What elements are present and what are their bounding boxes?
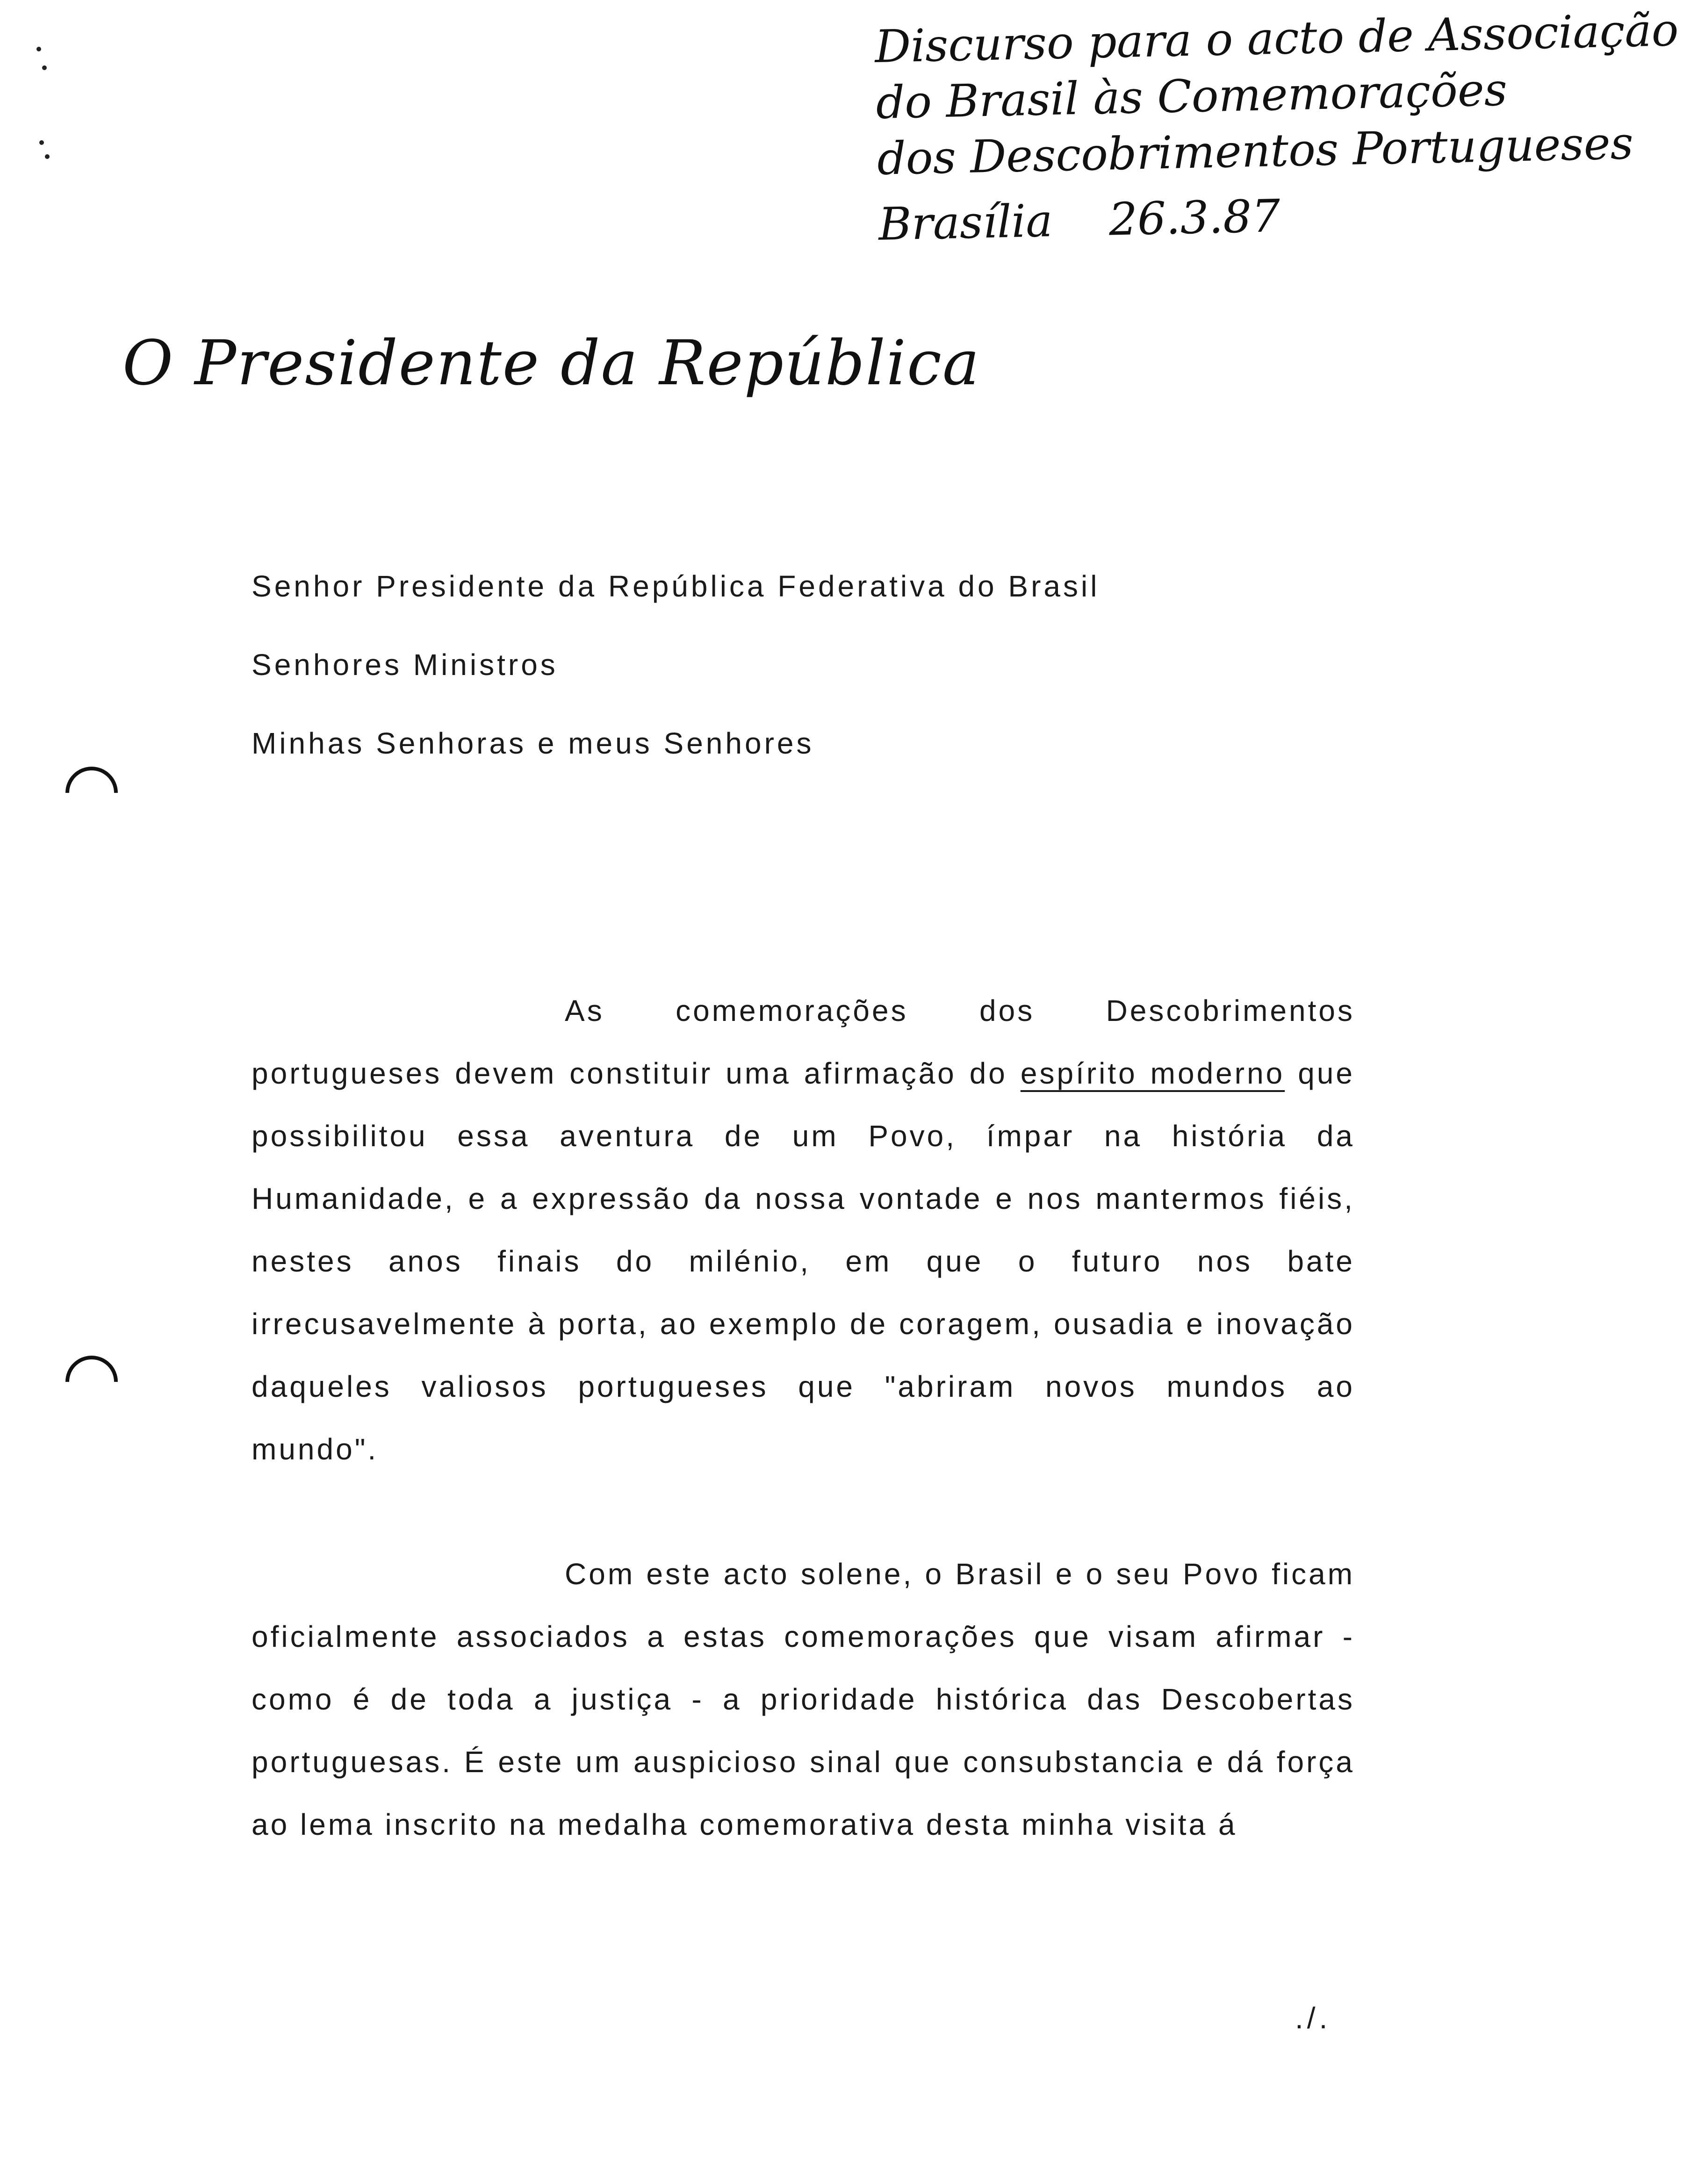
handwritten-line: dos Descobrimentos Portugueses [877, 117, 1634, 185]
continuation-marker: ./. [1295, 2001, 1331, 2035]
paragraph-text-part: As comemorações dos Descobrimentos portugueses devem constituir uma afirmação do [252, 994, 1355, 1090]
handwritten-line: do Brasil às Comemorações [875, 63, 1508, 129]
handwritten-date: 26.3.87 [1108, 189, 1281, 246]
body-paragraph [252, 1543, 1355, 1856]
salutation-line: Minhas Senhoras e meus Senhores [252, 726, 814, 760]
letterhead-title: O Presidente da República [122, 327, 980, 399]
punch-hole [55, 1345, 129, 1419]
paragraph-text [252, 1543, 1355, 1856]
ink-speck [42, 65, 47, 70]
paragraph-text-part: que possibilitou essa aventura de um Povo, ímpar na história da Humanidade, e a expressão da nossa vontade e nos mantermos fiéis, nestes anos finais do milénio, em que o futuro nos bate irrecusavelmente à porta, ao exemplo de coragem, ousadia e inovação daqueles valiosos portugueses que "abriram novos mundos ao mundo". [252, 1056, 1355, 1466]
handwritten-note [874, 3, 1679, 252]
ink-speck [39, 140, 44, 145]
salutation-block [252, 547, 1100, 783]
punch-hole [55, 756, 129, 830]
ink-speck [45, 154, 50, 159]
ink-speck [36, 47, 41, 51]
paragraph-text-part: Com este acto solene, o Brasil e o seu Povo ficam oficialmente associados a estas comemorações que visam afirmar - como é de toda a justiça - a prioridade histórica das Descobertas portuguesas. É este um auspicioso sinal que consubstancia e dá força ao lema inscrito na medalha comemorativa desta minha visita á [252, 1557, 1355, 1841]
handwritten-place-date [878, 183, 1529, 252]
underlined-phrase: espírito moderno [1020, 1056, 1285, 1090]
body-paragraph [252, 979, 1355, 1480]
salutation-line: Senhor Presidente da República Federativa do Brasil [252, 569, 1100, 603]
handwritten-line: Discurso para o acto de Associação [874, 3, 1679, 73]
paragraph-text [252, 979, 1355, 1480]
handwritten-place: Brasília [878, 194, 1053, 251]
salutation-line: Senhores Ministros [252, 648, 558, 682]
